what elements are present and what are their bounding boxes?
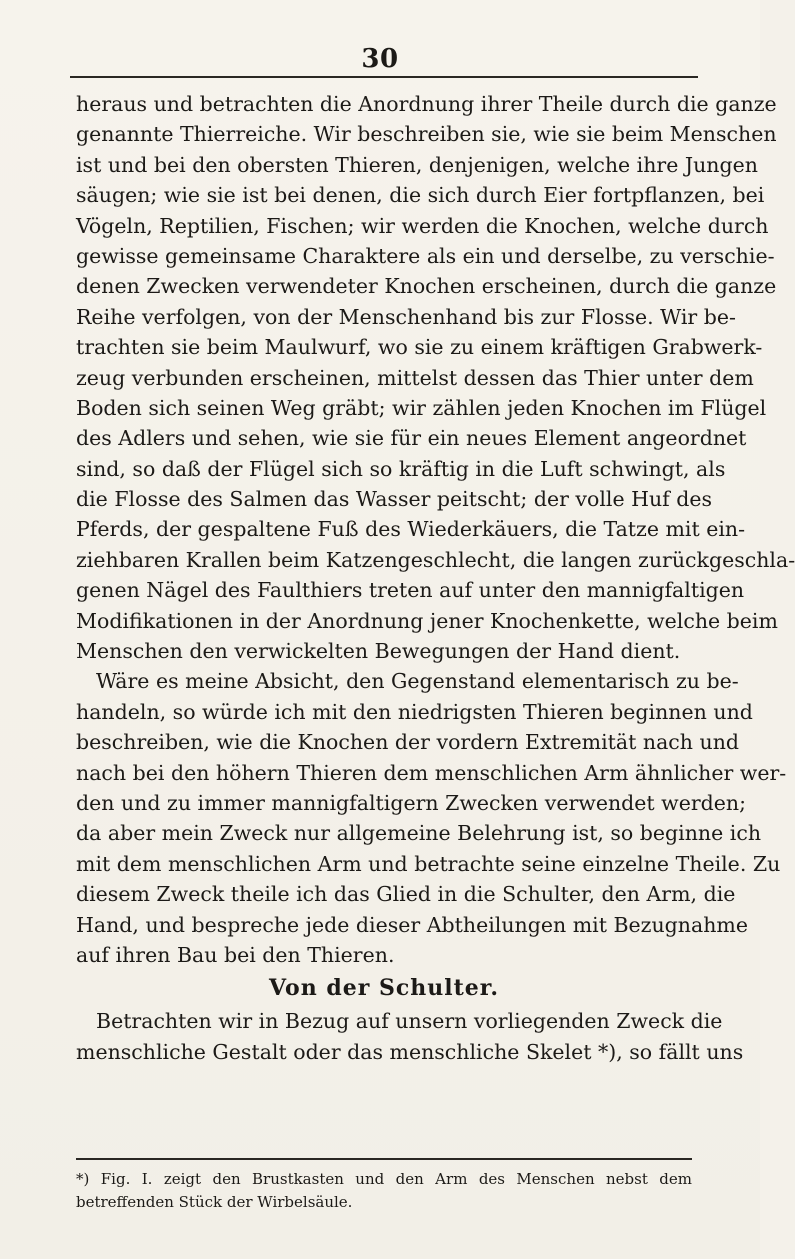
text-line: diesem Zweck theile ich das Glied in die Schulter, den Arm, die	[76, 882, 736, 907]
text-line: ziehbaren Krallen beim Katzengeschlecht, die langen zurückgeschla-	[76, 547, 795, 572]
text-line: Pferds, der gespaltene Fuß des Wiederkäuers, die Tatze mit ein-	[76, 517, 746, 542]
header-rule	[70, 76, 698, 78]
text-line: ist und bei den obersten Thieren, denjenigen, welche ihre Jungen	[76, 152, 758, 177]
text-line: Menschen den verwickelten Bewegungen der Hand dient.	[76, 639, 681, 664]
footnote-rule	[76, 1158, 692, 1160]
text-line: Reihe verfolgen, von der Menschenhand bis zur Flosse. Wir be-	[76, 304, 736, 329]
text-line: genen Nägel des Faulthiers treten auf unter den mannigfaltigen	[76, 578, 745, 603]
section-heading: Von der Schulter.	[268, 975, 500, 1002]
text-line: den und zu immer mannigfaltigern Zwecken verwendet werden;	[76, 790, 747, 815]
text-line: gewisse gemeinsame Charaktere als ein und derselbe, zu verschie-	[76, 243, 775, 268]
text-line: handeln, so würde ich mit den niedrigsten Thieren beginnen und	[76, 699, 753, 724]
text-line: Vögeln, Reptilien, Fischen; wir werden die Knochen, welche durch	[76, 213, 769, 238]
footnote-line: betreffenden Stück der Wirbelsäule.	[76, 1193, 353, 1211]
text-line: säugen; wie sie ist bei denen, die sich durch Eier fortpflanzen, bei	[76, 183, 765, 208]
text-line: die Flosse des Salmen das Wasser peitscht; der volle Huf des	[76, 487, 713, 512]
text-line: beschreiben, wie die Knochen der vordern Extremität nach und	[76, 730, 740, 755]
text-line: trachten sie beim Maulwurf, wo sie zu einem kräftigen Grabwerk-	[76, 335, 763, 360]
text-line: Hand, und bespreche jede dieser Abtheilungen mit Bezugnahme	[76, 912, 748, 937]
footnote-line: *) Fig. I. zeigt den Brustkasten und den Arm des Menschen nebst dem	[76, 1170, 692, 1188]
text-line: Boden sich seinen Weg gräbt; wir zählen jeden Knochen im Flügel	[76, 395, 767, 420]
footnotes	[76, 1168, 692, 1214]
text-line: sind, so daß der Flügel sich so kräftig in die Luft schwingt, als	[76, 456, 726, 481]
body-text	[76, 89, 795, 1067]
text-line: auf ihren Bau bei den Thieren.	[76, 942, 395, 967]
text-line: Betrachten wir in Bezug auf unsern vorliegenden Zweck die	[96, 1009, 723, 1034]
text-line: menschliche Gestalt oder das menschliche Skelet *), so fällt uns	[76, 1039, 744, 1064]
text-line: mit dem menschlichen Arm und betrachte seine einzelne Theile. Zu	[76, 851, 781, 876]
text-line: Wäre es meine Absicht, den Gegenstand elementarisch zu be-	[96, 669, 739, 694]
text-line: da aber mein Zweck nur allgemeine Belehrung ist, so beginne ich	[76, 821, 762, 846]
page-number: 30	[361, 44, 399, 74]
text-line: nach bei den höhern Thieren dem menschlichen Arm ähnlicher wer-	[76, 760, 787, 785]
text-line: denen Zwecken verwendeter Knochen erscheinen, durch die ganze	[76, 274, 777, 299]
text-line: des Adlers und sehen, wie sie für ein neues Element angeordnet	[76, 426, 747, 451]
text-line: heraus und betrachten die Anordnung ihrer Theile durch die ganze	[76, 92, 777, 116]
text-line: zeug verbunden erscheinen, mittelst dessen das Thier unter dem	[76, 365, 754, 390]
text-line: Modifikationen in der Anordnung jener Knochenkette, welche beim	[76, 608, 778, 633]
text-line: genannte Thierreiche. Wir beschreiben sie, wie sie beim Menschen	[76, 122, 777, 147]
